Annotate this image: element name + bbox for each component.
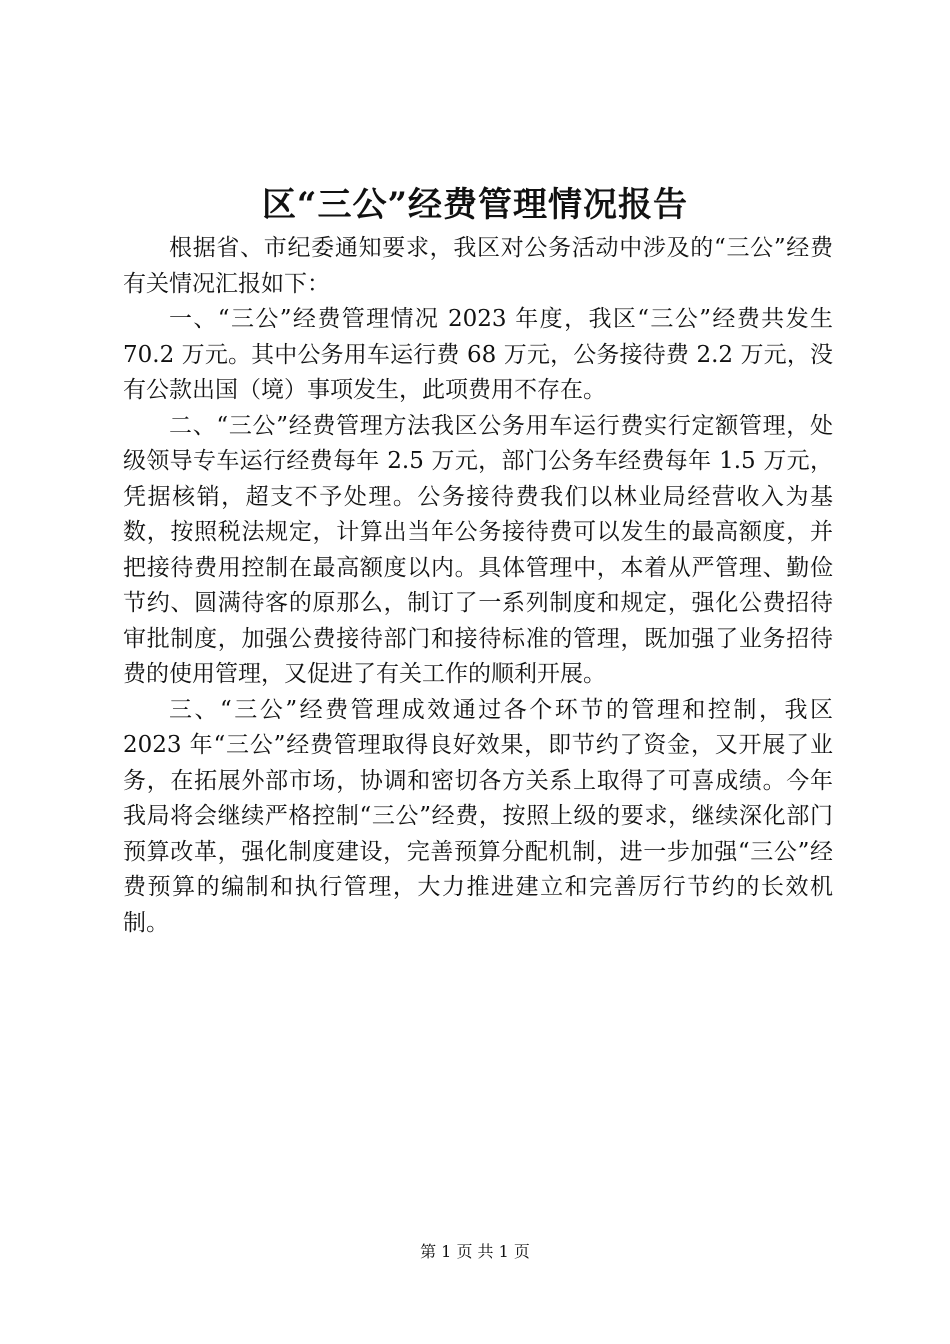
document-body bbox=[123, 231, 833, 941]
paragraph-section-1: 一、“三公”经费管理情况 2023 年度，我区“三公”经费共发生 70.2 万元。其中公务用车运行费 68 万元，公务接待费 2.2 万元，没有公款出国（境）事项发生，此项费用不存在。 bbox=[123, 306, 833, 403]
paragraph-intro: 根据省、市纪委通知要求，我区对公务活动中涉及的“三公”经费有关情况汇报如下： bbox=[123, 235, 833, 297]
page-footer: 第 1 页 共 1 页 bbox=[420, 1242, 530, 1261]
paragraph-section-2: 二、“三公”经费管理方法我区公务用车运行费实行定额管理，处级领导专车运行经费每年 2.5 万元，部门公务车经费每年 1.5 万元，凭据核销，超支不予处理。公务接待费我们以林业局经营收入为基数，按照税法规定，计算出当年公务接待费可以发生的最高额度，并把接待费用控制在最高额度以内。具体管理中，本着从严管理、勤俭节约、圆满待客的原那么，制订了一系列制度和规定，强化公费招待审批制度，加强公费接待部门和接待标准的管理，既加强了业务招待费的使用管理，又促进了有关工作的顺利开展。 bbox=[123, 412, 833, 687]
paragraph-section-3: 三、“三公”经费管理成效通过各个环节的管理和控制，我区 2023 年“三公”经费管理取得良好效果，即节约了资金，又开展了业务，在拓展外部市场，协调和密切各方关系上取得了可喜成绩。今年我局将会继续严格控制“三公”经费，按照上级的要求，继续深化部门预算改革，强化制度建设，完善预算分配机制，进一步加强“三公”经费预算的编制和执行管理，大力推进建立和完善厉行节约的长效机制。 bbox=[123, 696, 833, 936]
document-title: 区“三公”经费管理情况报告 bbox=[261, 185, 689, 225]
